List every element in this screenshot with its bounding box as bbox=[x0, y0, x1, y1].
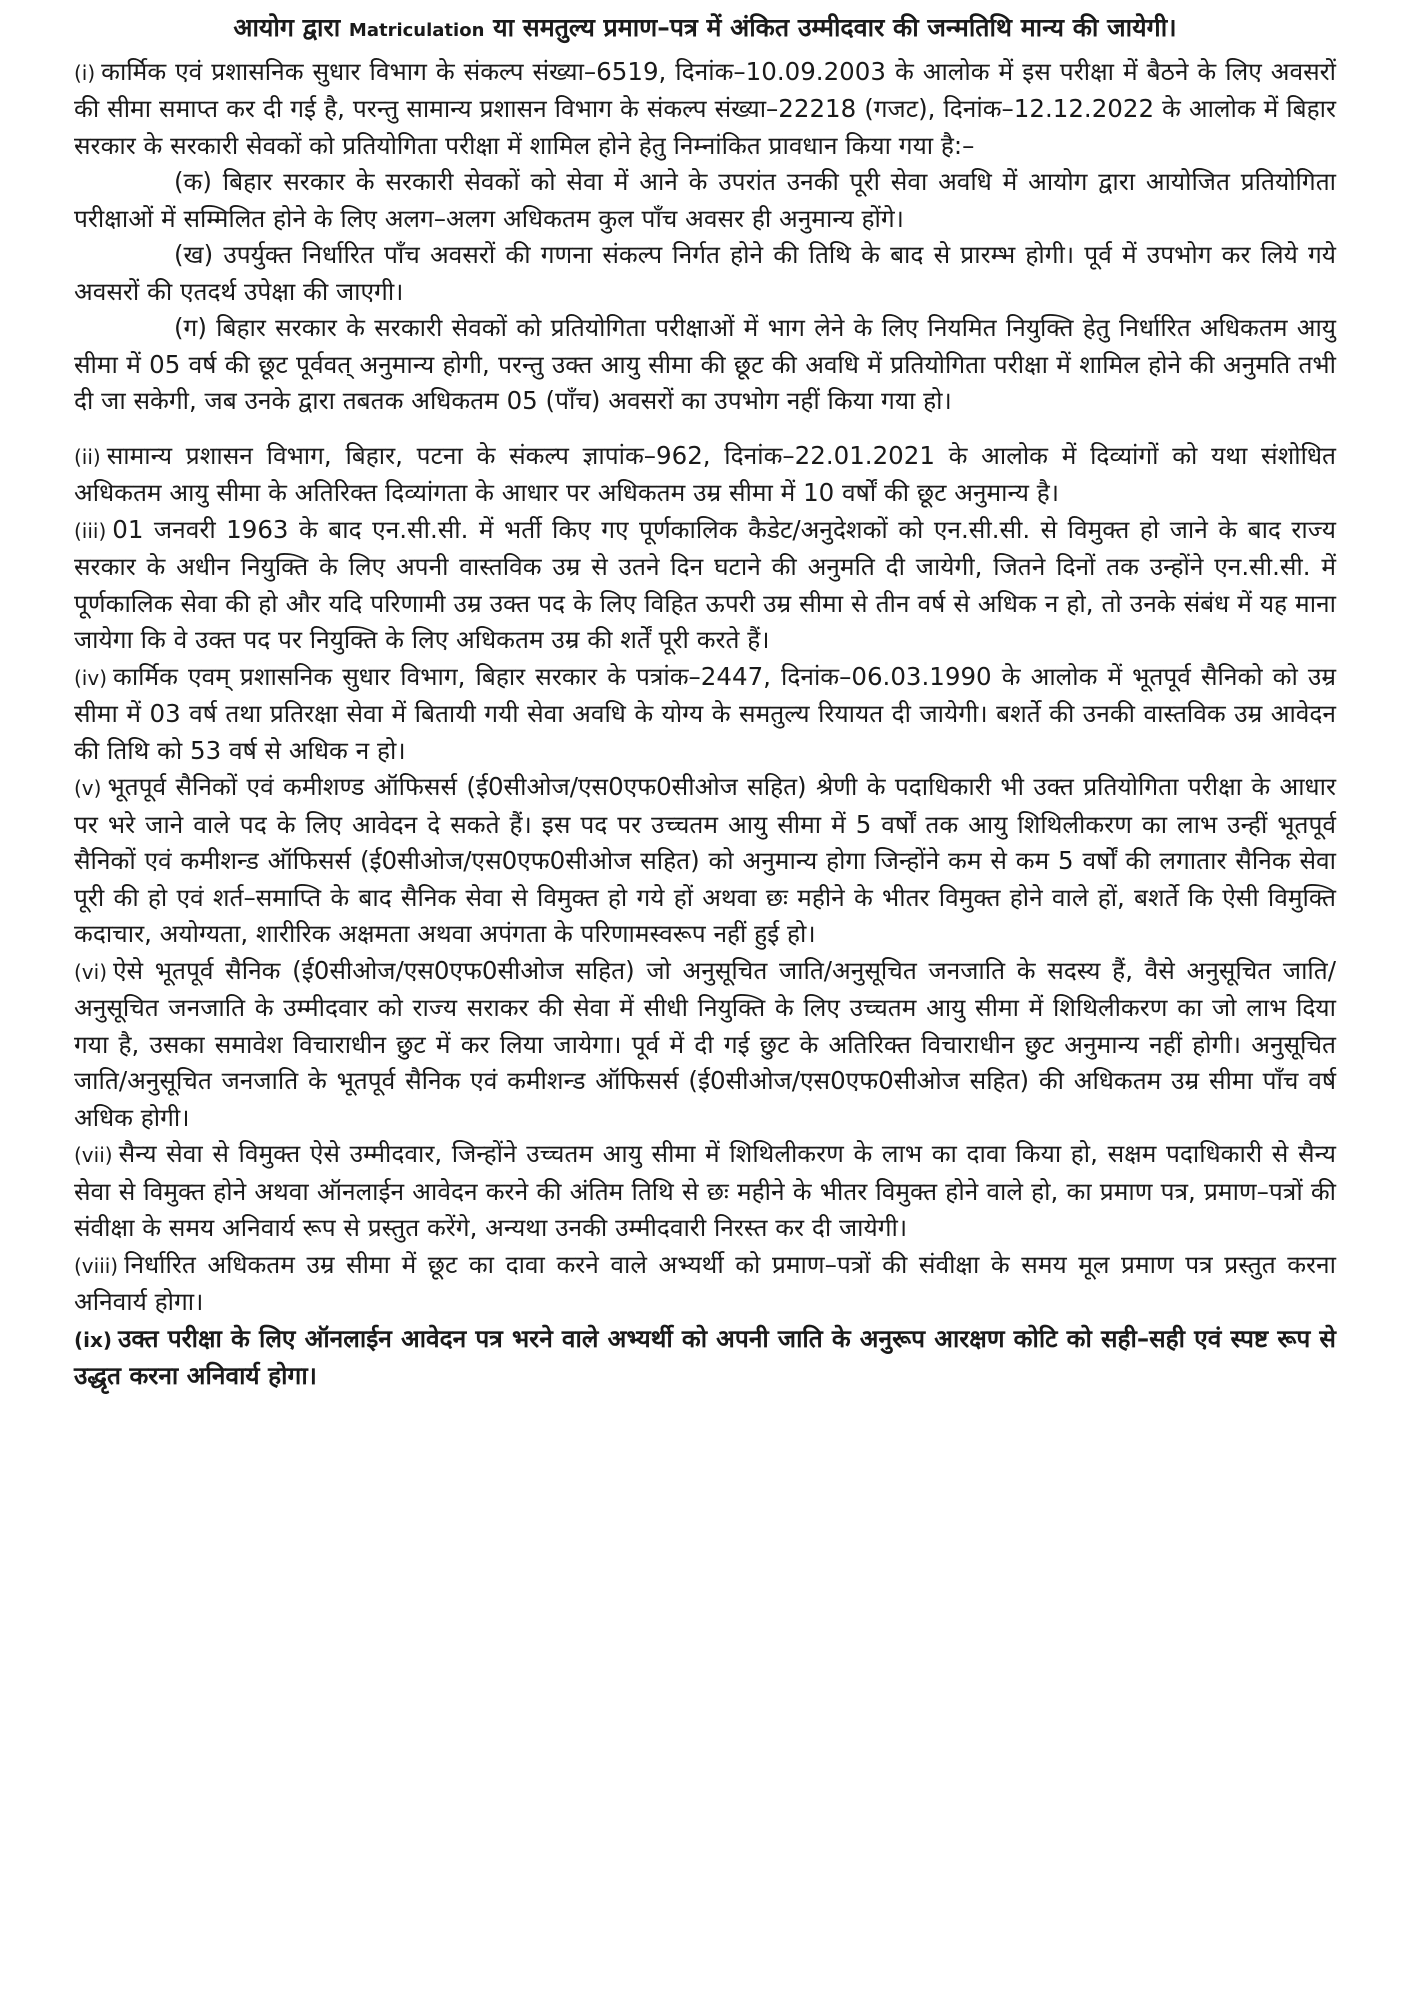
clause-text: ऐसे भूतपूर्व सैनिक (ई0सीओज/एस0एफ0सीओज सहित) जो अनुसूचित जाति/अनुसूचित जनजाति के सदस्य हैं, वैसे अनुसूचित जाति/अनुसूचित जनजाति के उम्मीदवार को राज्य सराकर की सेवा में सीधी नियुक्ति के लिए उच्चतम आयु सीमा में शिथिलीकरण का जो लाभ दिया गया है, उसका समावेश विचाराधीन छुट में कर लिया जायेगा। पूर्व में दी गई छुट के अतिरिक्त विचाराधीन छुट अनुमान्य नहीं होगी। अनुसूचित जाति/अनुसूचित जनजाति के भूतपूर्व सैनिक एवं कमीशन्ड ऑफिसर्स (ई0सीओज/एस0एफ0सीओज सहित) की अधिकतम उम्र सीमा पाँच वर्ष अधिक होगी। bbox=[74, 955, 1336, 1132]
clause-number: (ii) bbox=[74, 444, 101, 469]
clause-vi bbox=[74, 953, 1336, 1137]
clause-text: उक्त परीक्षा के लिए ऑनलाईन आवेदन पत्र भरने वाले अभ्यर्थी को अपनी जाति के अनुरूप आरक्षण कोटि को सही–सही एवं स्पष्ट रूप से उद्धृत करना अनिवार्य होगा। bbox=[74, 1323, 1336, 1390]
sub-clause-kha: (ख) उपर्युक्त निर्धारित पाँच अवसरों की गणना संकल्प निर्गत होने की तिथि के बाद से प्रारम्भ होगी। पूर्व में उपभोग कर लिये गये अवसरों की एतदर्थ उपेक्षा की जाएगी। bbox=[74, 240, 1337, 306]
document-page bbox=[74, 10, 1336, 1395]
clause-text: निर्धारित अधिकतम उम्र सीमा में छूट का दावा करने वाले अभ्यर्थी को प्रमाण–पत्रों की संवीक्षा के समय मूल प्रमाण पत्र प्रस्तुत करना अनिवार्य होगा। bbox=[74, 1249, 1336, 1316]
clause-iii bbox=[74, 512, 1336, 659]
clause-number: (v) bbox=[74, 776, 102, 800]
clause-text: कार्मिक एवं प्रशासनिक सुधार विभाग के संकल्प संख्या–6519, दिनांक–10.09.2003 के आलोक में इस परीक्षा में बैठने के लिए अवसरों की सीमा समाप्त कर दी गई है, परन्तु सामान्य प्रशासन विभाग के संकल्प संख्या–22218 (गजट), दिनांक–12.12.2022 के आलोक में बिहार सरकार के सरकारी सेवकों को प्रतियोगिता परीक्षा में शामिल होने हेतु निम्नांकित प्रावधान किया गया है:– bbox=[74, 56, 1336, 160]
clause-iv bbox=[74, 659, 1336, 770]
clause-number: (viii) bbox=[74, 1253, 119, 1278]
clause-i bbox=[74, 54, 1336, 165]
clause-number: (iii) bbox=[74, 518, 107, 543]
clause-number: (iv) bbox=[74, 665, 107, 690]
clause-number: (i) bbox=[74, 60, 96, 85]
clause-text: 01 जनवरी 1963 के बाद एन.सी.सी. में भर्ती किए गए पूर्णकालिक कैडेट/अनुदेशकों को एन.सी.सी. से विमुक्त हो जाने के बाद राज्य सरकार के अधीन नियुक्ति के लिए अपनी वास्तविक उम्र से उतने दिन घटाने की अनुमति दी जायेगी, जितने दिनों तक उन्होंने एन.सी.सी. में पूर्णकालिक सेवा की हो और यदि परिणामी उम्र उक्त पद के लिए विहित ऊपरी उम्र सीमा से तीन वर्ष से अधिक न हो, तो उनके संबंध में यह माना जायेगा कि वे उक्त पद पर नियुक्ति के लिए अधिकतम उम्र की शर्तें पूरी करते हैं। bbox=[74, 514, 1336, 654]
clause-number: (vii) bbox=[74, 1143, 113, 1167]
clause-text: सैन्य सेवा से विमुक्त ऐसे उम्मीदवार, जिन्होंने उच्चतम आयु सीमा में शिथिलीकरण के लाभ का दावा किया हो, सक्षम पदाधिकारी से सैन्य सेवा से विमुक्त होने अथवा ऑनलाईन आवेदन करने की अंतिम तिथि से छः महीने के भीतर विमुक्त होने वाले हो, का प्रमाण पत्र, प्रमाण–पत्रों की संवीक्षा के समय अनिवार्य रूप से प्रस्तुत करेंगे, अन्यथा उनकी उम्मीदवारी निरस्त कर दी जायेगी। bbox=[74, 1139, 1336, 1242]
clause-ii bbox=[74, 438, 1336, 512]
clause-v bbox=[74, 769, 1336, 953]
clause-text: भूतपूर्व सैनिकों एवं कमीशण्ड ऑफिसर्स (ई0सीओज/एस0एफ0सीओज सहित) श्रेणी के पदाधिकारी भी उक्त प्रतियोगिता परीक्षा के आधार पर भरे जाने वाले पद के लिए आवेदन दे सकते हैं। इस पद पर उच्चतम आयु सीमा में 5 वर्षों तक आयु शिथिलीकरण का लाभ उन्हीं भूतपूर्व सैनिकों एवं कमीशन्ड ऑफिसर्स (ई0सीओज/एस0एफ0सीओज सहित) को अनुमान्य होगा जिन्होंने कम से कम 5 वर्षों की लगातार सैनिक सेवा पूरी की हो एवं शर्त–समाप्ति के बाद सैनिक सेवा से विमुक्त हो गये हों अथवा छः महीने के भीतर विमुक्त होने वाले हों, बशर्ते कि ऐसी विमुक्ति कदाचार, अयोग्यता, शारीरिक अक्षमता अथवा अपंगता के परिणामस्वरूप नहीं हुई हो। bbox=[74, 772, 1336, 948]
clause-vii bbox=[74, 1136, 1336, 1247]
clause-text: कार्मिक एवम् प्रशासनिक सुधार विभाग, बिहार सरकार के पत्रांक–2447, दिनांक–06.03.1990 के आलोक में भूतपूर्व सैनिको को उम्र सीमा में 03 वर्ष तथा प्रतिरक्षा सेवा में बितायी गयी सेवा अवधि के योग्य के समतुल्य रियायत दी जायेगी। बशर्ते की उनकी वास्तविक उम्र आवेदन की तिथि को 53 वर्ष से अधिक न हो। bbox=[74, 661, 1336, 765]
clause-text: सामान्य प्रशासन विभाग, बिहार, पटना के संकल्प ज्ञापांक–962, दिनांक–22.01.2021 के आलोक में दिव्यांगों को यथा संशोधित अधिकतम आयु सीमा के अतिरिक्त दिव्यांगता के आधार पर अधिकतम उम्र सीमा में 10 वर्षों की छूट अनुमान्य है। bbox=[74, 440, 1336, 507]
sub-clause-ga: (ग) बिहार सरकार के सरकारी सेवकों को प्रतियोगिता परीक्षाओं में भाग लेने के लिए नियमित नियुक्ति हेतु निर्धारित अधिकतम आयु सीमा में 05 वर्ष की छूट पूर्ववत् अनुमान्य होगी, परन्तु उक्त आयु सीमा की छूट की अवधि में प्रतियोगिता परीक्षा में शामिल होने की अनुमति तभी दी जा सकेगी, जब उनके द्वारा तबतक अधिकतम 05 (पाँच) अवसरों का उपभोग नहीं किया गया हो। bbox=[74, 313, 1336, 415]
clause-number: (ix) bbox=[74, 1327, 113, 1352]
heading-prefix: आयोग द्वारा bbox=[233, 13, 341, 42]
clause-viii bbox=[74, 1247, 1336, 1321]
clause-number: (vi) bbox=[74, 959, 107, 984]
page-heading bbox=[74, 10, 1336, 50]
sub-clause-ka: (क) बिहार सरकार के सरकारी सेवकों को सेवा में आने के उपरांत उनकी पूरी सेवा अवधि में आयोग द्वारा आयोजित प्रतियोगिता परीक्षाओं में सम्मिलित होने के लिए अलग–अलग अधिकतम कुल पाँच अवसर ही अनुमान्य होंगे। bbox=[74, 167, 1336, 233]
clause-ix bbox=[74, 1321, 1336, 1395]
heading-suffix: या समतुल्य प्रमाण–पत्र में अंकित उम्मीदवार की जन्मतिथि मान्य की जायेगी। bbox=[493, 13, 1177, 42]
heading-latin: Matriculation bbox=[348, 20, 485, 41]
